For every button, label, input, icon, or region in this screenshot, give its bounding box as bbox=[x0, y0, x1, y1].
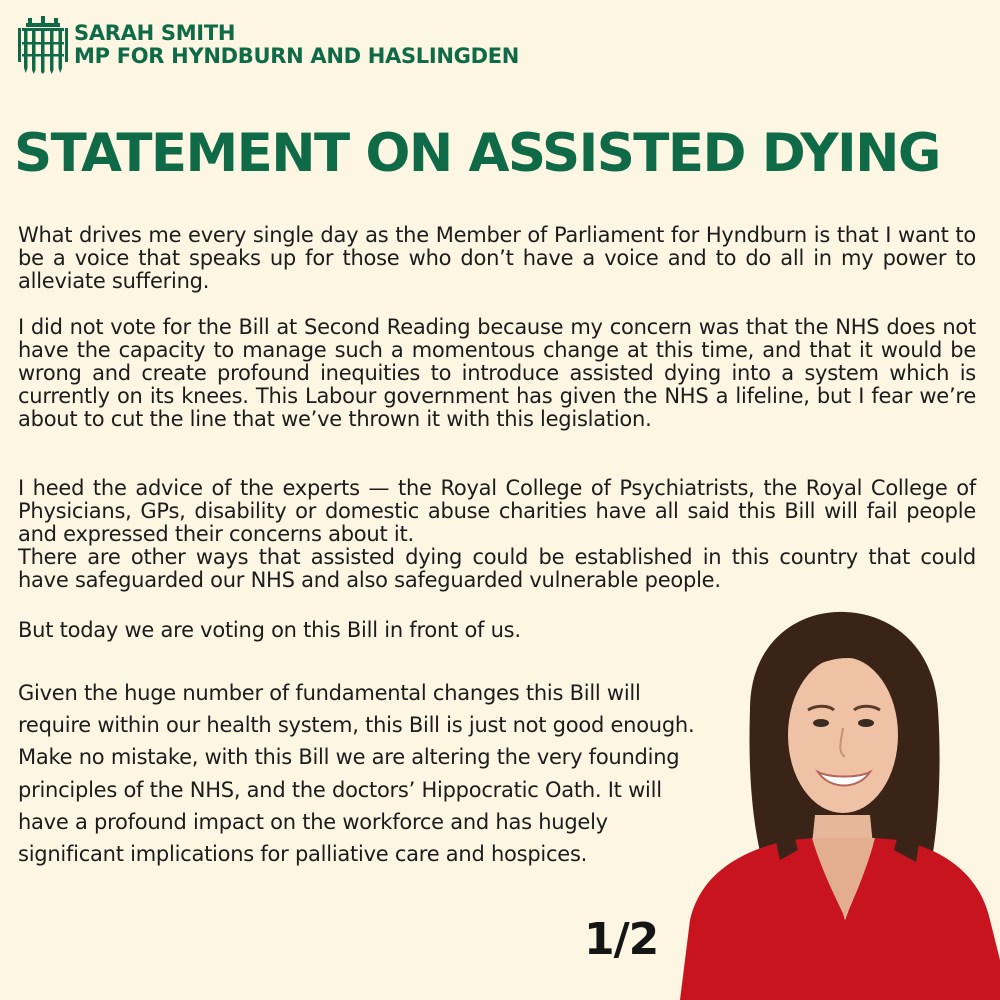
mp-portrait-photo bbox=[680, 600, 1000, 1000]
statement-title: STATEMENT ON ASSISTED DYING bbox=[14, 123, 940, 184]
paragraph-5: But today we are voting on this Bill in front of us. bbox=[18, 618, 521, 642]
paragraph-6: Given the huge number of fundamental changes this Bill will require within our health system, this Bill is just not good enough. Make no mistake, with this Bill we are altering the very founding principles of the NHS, and the doctors’ Hippocratic Oath. It will have a profound impact on the workforce and has hugely significant implications for palliative care and hospices. bbox=[18, 681, 695, 867]
paragraph-4: There are other ways that assisted dying could be established in this country that could have safeguarded our NHS and also safeguarded vulnerable people. bbox=[18, 545, 976, 592]
paragraph-2: I did not vote for the Bill at Second Reading because my concern was that the NHS does not have the capacity to manage such a momentous change at this time, and that it would be wrong and create profound inequities to introduce assisted dying into a system which is currently on its knees. This Labour government has given the NHS a lifeline, but I fear we’re about to cut the line that we’ve thrown it with this legislation. bbox=[18, 315, 976, 431]
page-number: 1/2 bbox=[584, 914, 659, 965]
mp-constituency: MP FOR HYNDBURN AND HASLINGDEN bbox=[74, 44, 520, 68]
mp-name: SARAH SMITH bbox=[74, 21, 236, 45]
paragraph-1: What drives me every single day as the Member of Parliament for Hyndburn is that I want to be a voice that speaks up for those who don’t have a voice and to do all in my power to alleviate suffering. bbox=[18, 223, 976, 293]
portcullis-icon bbox=[18, 16, 68, 74]
paragraph-3: I heed the advice of the experts — the Royal College of Psychiatrists, the Royal College of Physicians, GPs, disability or domestic abuse charities have all said this Bill will fail people and expressed their concerns about it. bbox=[18, 476, 976, 546]
header bbox=[18, 16, 519, 74]
header-text bbox=[74, 22, 519, 68]
